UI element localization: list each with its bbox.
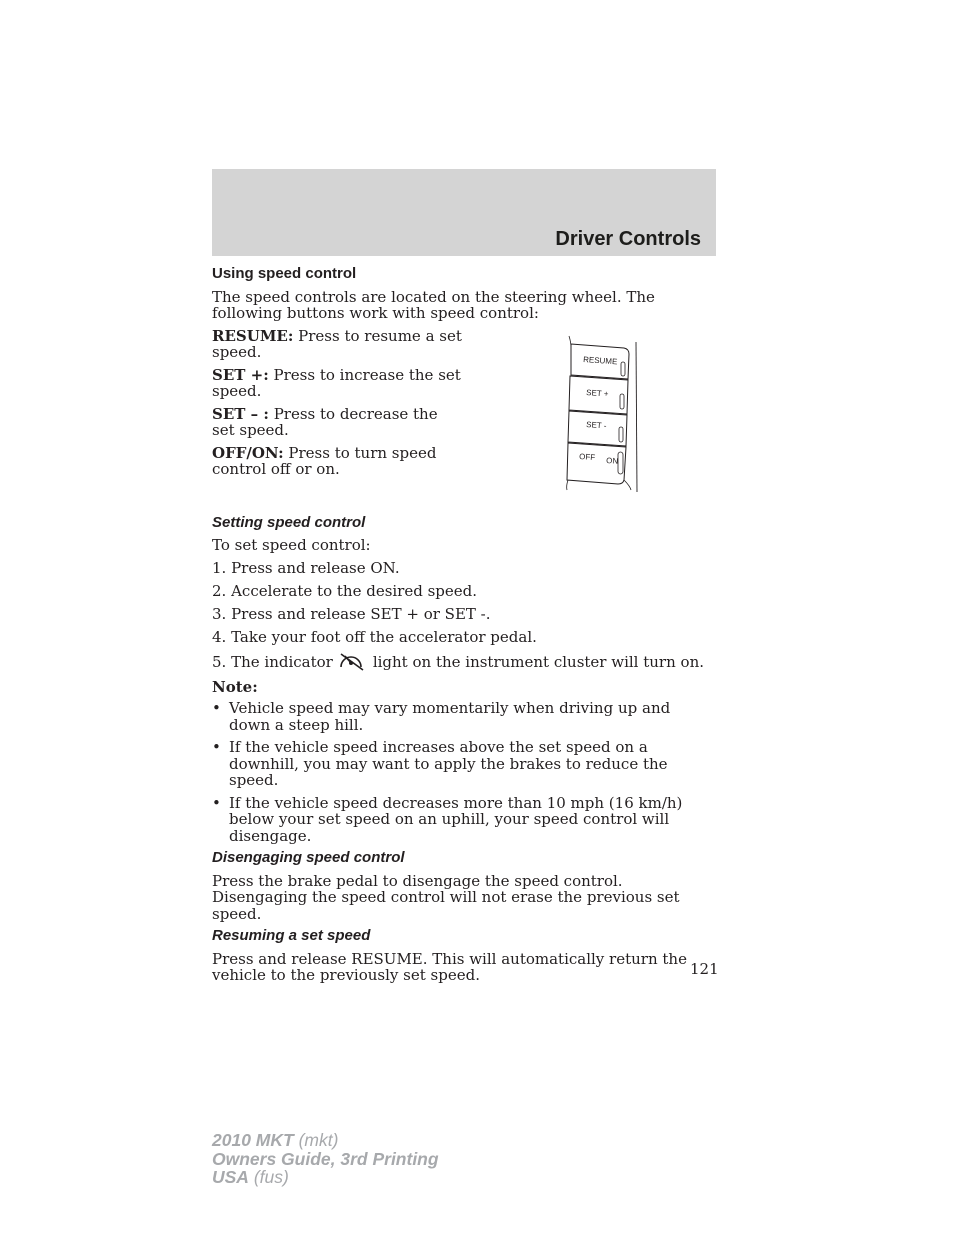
resuming-paragraph: Press and release RESUME. This will automatically return the vehicle to the previously set speed. [212, 949, 687, 984]
heading-disengaging-speed-control: Disengaging speed control [212, 849, 405, 866]
step-item: 1. Press and release ON. [212, 559, 400, 577]
section-title: Driver Controls [555, 228, 701, 250]
button-desc-off-on: OFF/ON: Press to turn speed control off or on. [212, 443, 437, 478]
heading-using-speed-control: Using speed control [212, 265, 357, 282]
disengaging-paragraph: Press the brake pedal to disengage the speed control. Disengaging the speed control will not erase the previous set speed. [212, 871, 680, 923]
list-item: • Vehicle speed may vary momentarily when driving up and down a steep hill. [212, 699, 671, 734]
heading-setting-speed-control: Setting speed control [212, 513, 366, 531]
illus-label-resume: RESUME [582, 355, 618, 367]
footer-line-guide: Owners Guide, 3rd Printing [212, 1148, 439, 1169]
step-item: 3. Press and release SET + or SET -. [212, 605, 491, 623]
note-label: Note: [212, 677, 258, 696]
header-band [212, 169, 716, 256]
button-desc-resume: RESUME: Press to resume a set speed. [212, 326, 462, 361]
footer-printing-info [212, 1131, 439, 1187]
heading-resuming-set-speed: Resuming a set speed [212, 927, 371, 944]
intro-paragraph: The speed controls are located on the steering wheel. The following buttons work with speed control: [212, 287, 655, 322]
illus-label-set-plus: SET + [585, 388, 609, 399]
footer-line-region: USA (fus) [212, 1167, 289, 1187]
button-desc-set-minus: SET – : Press to decrease the set speed. [212, 404, 438, 439]
step-item: 2. Accelerate to the desired speed. [212, 582, 478, 600]
illus-label-off: OFF [578, 452, 596, 463]
step-item: 5. The indicator light on the instrument cluster will turn on. [212, 653, 704, 671]
page-number: 121 [690, 960, 719, 978]
button-descriptions [212, 328, 462, 478]
steps-intro: To set speed control: [212, 536, 371, 554]
speed-control-indicator-icon [337, 652, 367, 672]
illus-label-set-minus: SET - [585, 420, 607, 431]
list-item: • If the vehicle speed increases above the set speed on a downhill, you may want to apply the brakes to reduce the speed. [212, 738, 668, 789]
footer-line-model: 2010 MKT (mkt) [212, 1130, 339, 1150]
list-item: • If the vehicle speed decreases more than 10 mph (16 km/h) below your set speed on an uphill, your speed control will disengage. [212, 793, 683, 845]
steps-list [212, 537, 716, 672]
speed-control-buttons-illustration [560, 334, 642, 494]
step-item: 4. Take your foot off the accelerator pedal. [212, 628, 537, 646]
button-desc-set-plus: SET +: Press to increase the set speed. [212, 365, 461, 400]
notes-list [212, 700, 716, 844]
illus-label-on: ON [605, 456, 619, 466]
